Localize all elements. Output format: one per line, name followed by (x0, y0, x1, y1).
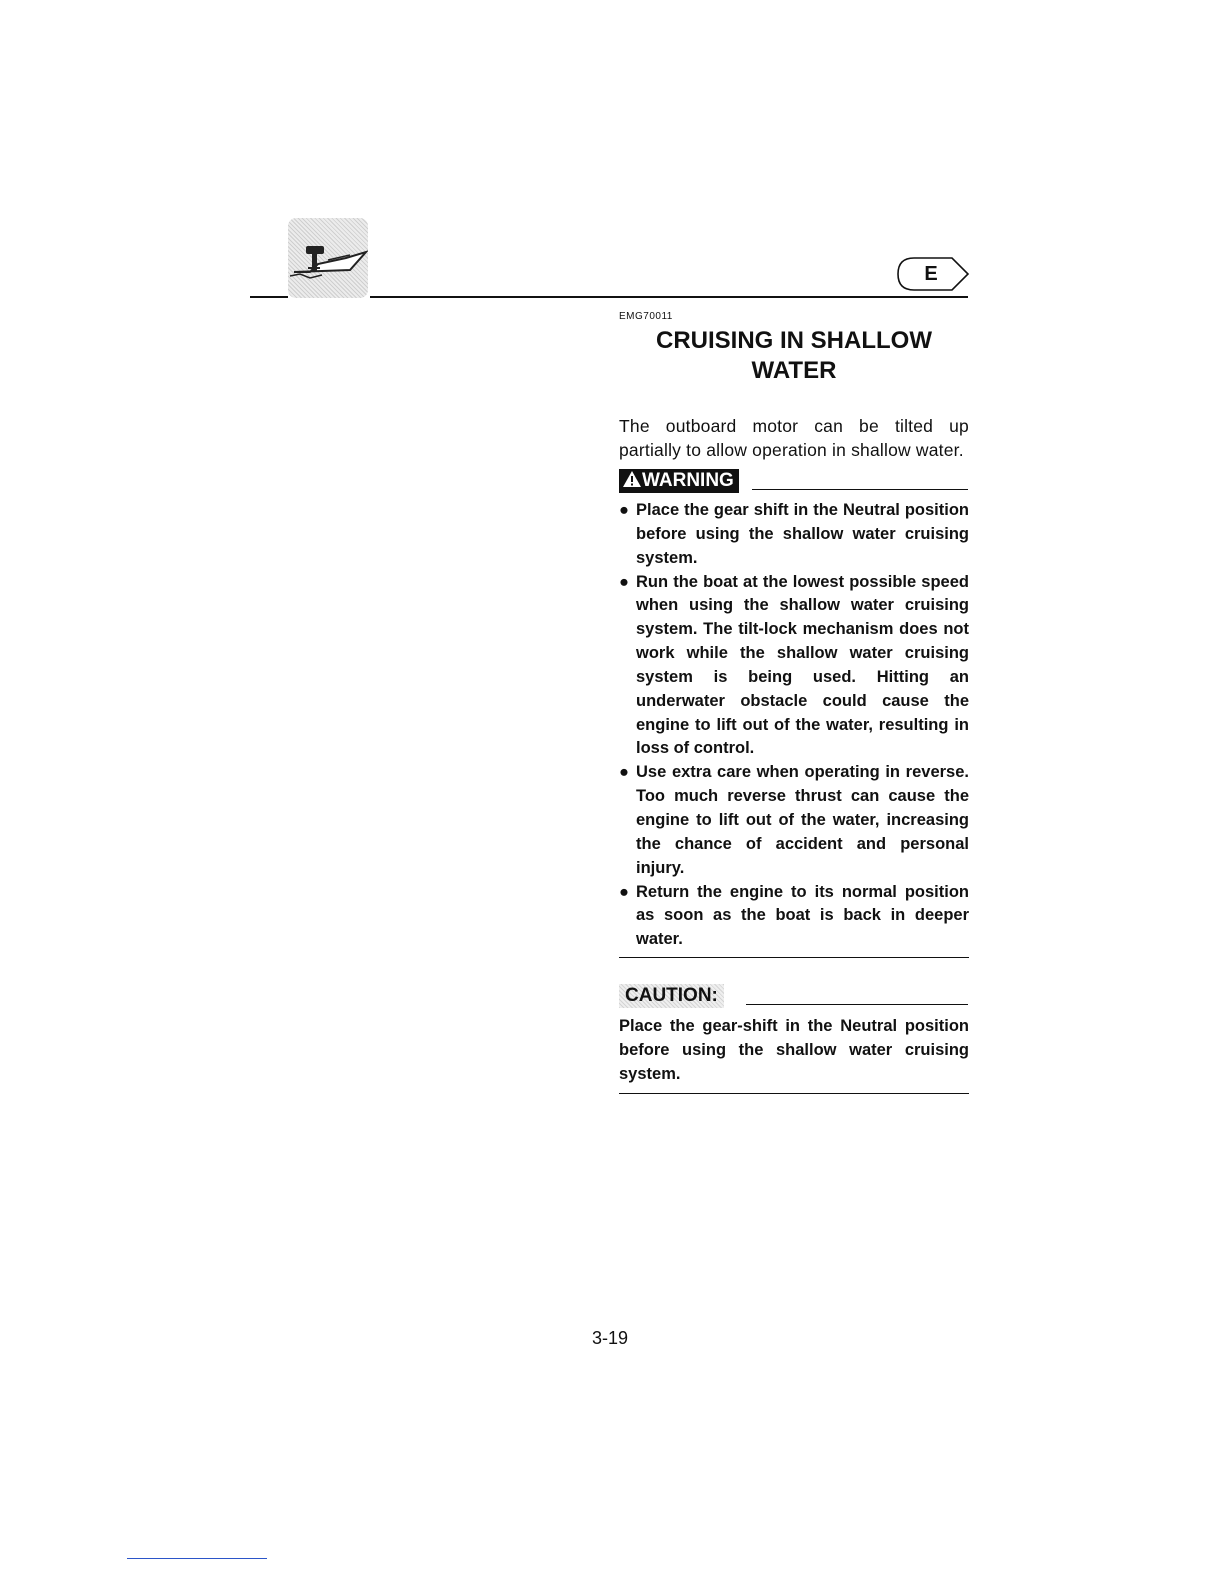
page-number: 3-19 (591, 1328, 629, 1348)
section-code: EMG70011 (619, 311, 673, 322)
warning-item (619, 761, 969, 880)
title-line-2: WATER (751, 357, 837, 384)
warning-item-text: Return the engine to its normal position as soon as the boat is back in deeper water. (636, 882, 969, 949)
bullet-icon: ● (619, 501, 629, 519)
bullet-icon: ● (619, 763, 629, 782)
warning-end-rule (619, 957, 969, 958)
warning-triangle-icon (622, 470, 642, 488)
page-title (619, 326, 969, 386)
warning-label (619, 469, 739, 493)
intro-paragraph: The outboard motor can be tilted up partially to allow operation in shallow water. (619, 416, 969, 460)
warning-item (619, 571, 969, 762)
footer-link-rule (127, 1558, 267, 1559)
warning-item (619, 881, 969, 953)
caution-label: CAUTION: (619, 984, 724, 1008)
warning-item (619, 499, 969, 571)
outboard-boat-icon (288, 218, 368, 298)
warning-item-text: Use extra care when operating in reverse. Too much reverse thrust can cause the engine to lift out of the water, increasing the chance of accident and personal injury. (636, 763, 969, 877)
bullet-icon: ● (619, 572, 629, 591)
warning-rule (752, 489, 968, 490)
warning-list (619, 499, 969, 952)
warning-label-text: WARNING (642, 470, 734, 491)
caution-text: Place the gear-shift in the Neutral position before using the shallow water cruising system. (619, 1017, 969, 1083)
warning-item-text: Run the boat at the lowest possible speed when using the shallow water cruising system. The tilt-lock mechanism does not work while the shallow water cruising system is being used. Hitting an underwater obstacle could cause the engine to lift out of the water, resulting in loss of control. (636, 572, 969, 758)
caution-rule (746, 1004, 968, 1005)
title-line-1: CRUISING IN SHALLOW (656, 327, 932, 354)
caution-end-rule (619, 1093, 969, 1094)
header-rule-left (250, 296, 288, 298)
header-rule (370, 296, 968, 298)
warning-item-text: Place the gear shift in the Neutral position before using the shallow water cruising system. (636, 501, 969, 567)
language-badge (896, 256, 970, 292)
language-letter: E (924, 263, 938, 285)
bullet-icon: ● (619, 882, 629, 901)
